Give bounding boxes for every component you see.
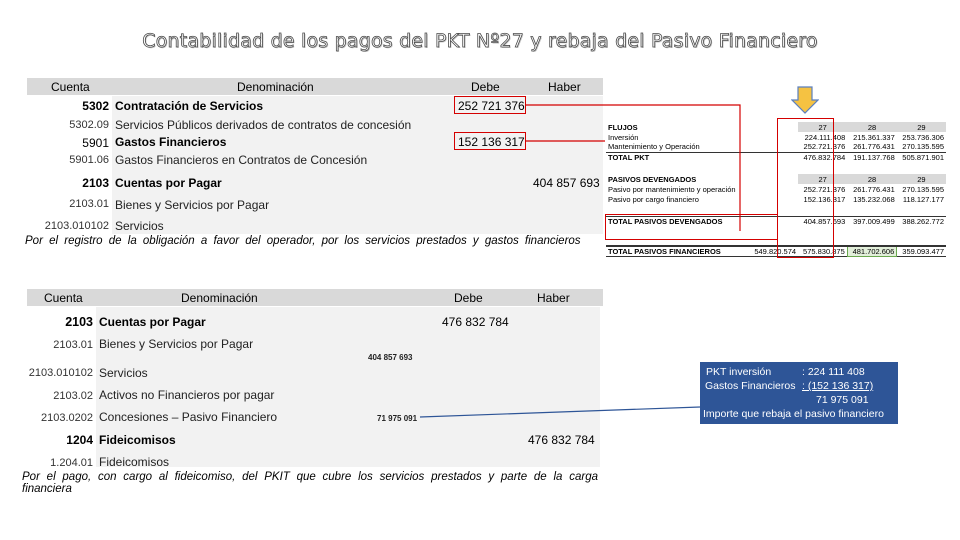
table2-note: Por el pago, con cargo al fideicomiso, del PKIT que cubre los servicios prestados y parte de la carga financiera — [22, 471, 598, 495]
table1-row2-code: 5302.09 — [69, 119, 109, 131]
table1-row5-code: 2103 — [82, 176, 109, 190]
summary-line2-value: : (152 136 317) — [802, 380, 874, 392]
pasivos-label: PASIVOS DEVENGADOS — [608, 174, 697, 184]
table2-row2-code: 2103.01 — [53, 339, 93, 351]
table2-row5-desc: Concesiones – Pasivo Financiero — [99, 410, 278, 424]
pasivos-total-cell: 388.262.772 — [902, 216, 944, 226]
summary-line1-value: : 224 111 408 — [802, 366, 865, 378]
table1-row4-desc: Gastos Financieros en Contratos de Concesión — [115, 153, 368, 167]
table1-row5-desc: Cuentas por Pagar — [115, 176, 222, 190]
flujos-cell: 270.135.595 — [902, 142, 944, 152]
table1-row5-haber: 404 857 693 — [533, 176, 600, 190]
table1-row6-code: 2103.01 — [69, 198, 109, 210]
financieros-cell: 359.093.477 — [902, 247, 944, 256]
financieros-cell: 575.830.875 — [803, 247, 845, 256]
financieros-label: TOTAL PASIVOS FINANCIEROS — [608, 247, 721, 256]
flujos-cell: 253.736.306 — [902, 132, 944, 142]
pasivos-total-cell: 404.857.693 — [803, 216, 846, 226]
table2-concesiones-amount: 71 975 091 — [377, 414, 418, 423]
table1-row7-desc: Servicios — [115, 219, 164, 233]
table1-row3-desc: Gastos Financieros — [115, 135, 227, 149]
table1-row1-desc: Contratación de Servicios — [115, 99, 264, 113]
summary-line1-label: PKT inversión — [706, 366, 772, 378]
summary-caption: Importe que rebaja el pasivo financiero — [703, 408, 884, 420]
table2-header-debe: Debe — [454, 291, 483, 305]
table1-row2-desc: Servicios Públicos derivados de contratos de concesión — [115, 118, 412, 132]
table1-row3-code: 5901 — [82, 136, 109, 150]
pasivos-cell: 252.721.376 — [803, 184, 846, 194]
table1-row1-code: 5302 — [82, 99, 109, 113]
financieros-cell: 549.820.574 — [754, 247, 797, 256]
table1-row1-debe: 252 721 376 — [454, 96, 526, 114]
table2-header-cuenta: Cuenta — [44, 291, 83, 305]
table2-row4-code: 2103.02 — [53, 390, 93, 402]
flujos-cell: 476.832.784 — [803, 152, 846, 162]
pasivos-cell: 270.135.595 — [902, 184, 944, 194]
table2-row2-desc: Bienes y Servicios por Pagar — [99, 337, 254, 351]
flujos-row-label: TOTAL PKT — [608, 152, 650, 162]
table2-row3-code: 2103.010102 — [28, 367, 93, 379]
table2-row6-haber: 476 832 784 — [528, 433, 595, 447]
year-27: 27 — [798, 122, 847, 132]
year-29: 29 — [897, 122, 946, 132]
flujos-cell: 215.361.337 — [853, 132, 895, 142]
flujos-cell: 252.721.376 — [803, 142, 846, 152]
table2-row6-desc: Fideicomisos — [99, 433, 176, 447]
red-connector-line — [526, 105, 740, 231]
table1-header-haber: Haber — [548, 80, 581, 94]
table1-header-denominacion: Denominación — [237, 80, 314, 94]
table2-row7-code: 1.204.01 — [50, 457, 93, 469]
table2-row1-code: 2103 — [65, 315, 93, 329]
year-cell: 29 — [897, 174, 946, 184]
table1-note: Por el registro de la obligación a favor del operador, por los servicios prestados y gastos financieros — [25, 235, 581, 247]
table2-header-haber: Haber — [537, 291, 570, 305]
table2-row4-desc: Activos no Financieros por pagar — [99, 388, 275, 402]
page-title: Contabilidad de los pagos del PKT Nº27 y rebaja del Pasivo Financiero — [142, 30, 818, 52]
table2-row7-desc: Fideicomisos — [99, 455, 170, 469]
blue-connector-line — [420, 407, 700, 417]
table1-header-debe: Debe — [471, 80, 500, 94]
table2-row6-code: 1204 — [66, 433, 93, 447]
flujos-cell: 191.137.768 — [853, 152, 895, 162]
table1-row7-code: 2103.010102 — [44, 220, 109, 232]
pasivos-total-cell: 397.009.499 — [853, 216, 895, 226]
summary-line2-label: Gastos Financieros — [705, 380, 796, 392]
pasivos-cell: 152.136.317 — [803, 194, 846, 204]
pasivos-cell: 261.776.431 — [853, 184, 895, 194]
pasivos-cell: 118.127.177 — [902, 194, 944, 204]
flujos-cell: 224.111.408 — [804, 132, 846, 142]
pasivos-row-label: Pasivo por mantenimiento y operación — [608, 184, 736, 194]
flujos-label: FLUJOS — [608, 122, 638, 132]
year-cell: 27 — [798, 174, 847, 184]
table2-servicios-amount: 404 857 693 — [368, 353, 413, 362]
pasivos-total-label: TOTAL PASIVOS DEVENGADOS — [608, 216, 723, 226]
flujos-cell: 505.871.901 — [902, 152, 944, 162]
table2-row1-desc: Cuentas por Pagar — [99, 315, 206, 329]
flujos-row-label: Inversión — [608, 132, 639, 142]
year-28: 28 — [847, 122, 897, 132]
table1-row6-desc: Bienes y Servicios por Pagar — [115, 198, 270, 212]
flujos-cell: 261.776.431 — [853, 142, 895, 152]
pasivos-cell: 135.232.068 — [853, 194, 895, 204]
table1-header-cuenta: Cuenta — [51, 80, 90, 94]
financieros-cell: 481.702.606 — [847, 246, 897, 257]
pasivos-row-label: Pasivo por cargo financiero — [608, 194, 699, 204]
table2-header-denominacion: Denominación — [181, 291, 258, 305]
table2-row3-desc: Servicios — [99, 366, 148, 380]
summary-line3-value: 71 975 091 — [816, 394, 869, 406]
table1-row3-debe: 152 136 317 — [454, 132, 526, 150]
flujos-row-label: Mantenimiento y Operación — [608, 142, 700, 152]
table2-row5-code: 2103.0202 — [41, 412, 93, 424]
table2-row1-debe: 476 832 784 — [442, 315, 509, 329]
year-cell: 28 — [847, 174, 897, 184]
table1-row4-code: 5901.06 — [69, 154, 109, 166]
